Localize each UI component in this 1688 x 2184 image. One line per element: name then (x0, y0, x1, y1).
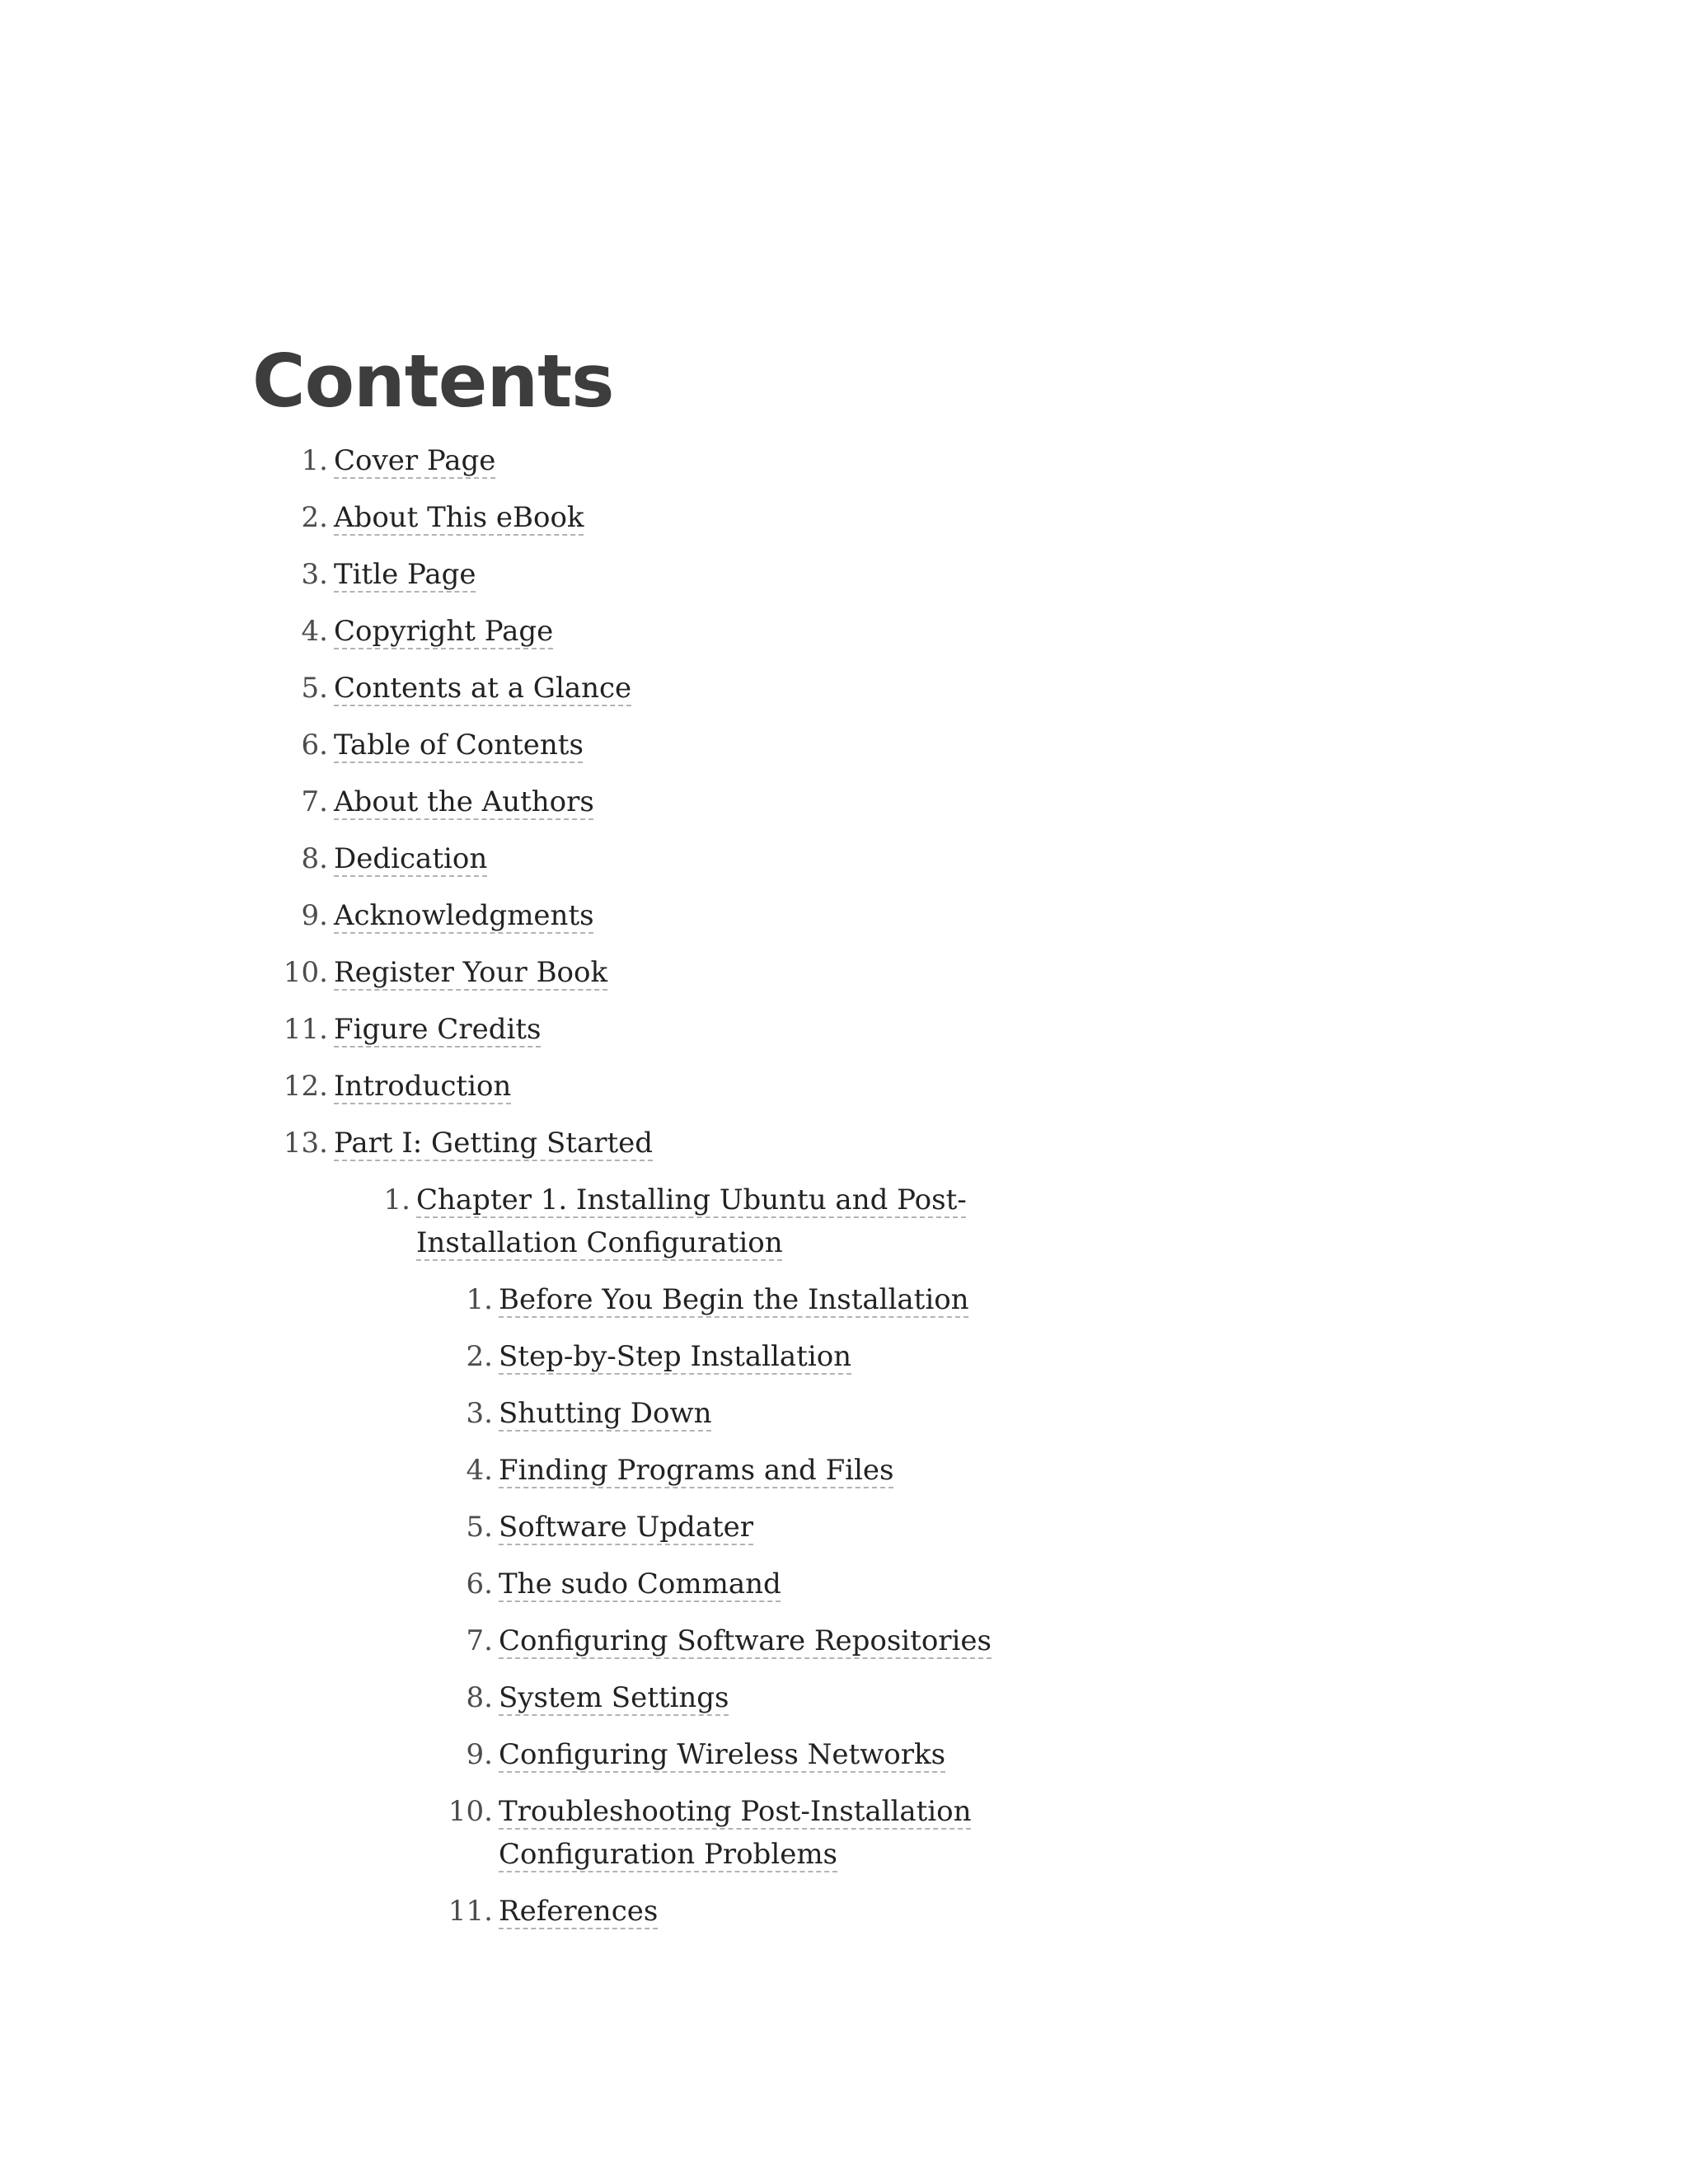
page-title: Contents (252, 339, 614, 424)
toc-item-number: 3. (301, 558, 328, 591)
toc-item-number: 6. (301, 729, 328, 762)
toc-item-number: 2. (466, 1340, 493, 1373)
toc-link-table-of-contents[interactable]: Table of Contents (334, 729, 584, 762)
toc-item (0, 1890, 1688, 1933)
toc-item-number: 8. (301, 842, 328, 875)
toc-item-number: 7. (466, 1624, 493, 1657)
toc-item-number: 10. (283, 956, 328, 989)
toc-item (0, 553, 1688, 596)
toc-item (0, 1563, 1688, 1605)
toc-item-number: 7. (301, 785, 328, 818)
toc-item (0, 1065, 1688, 1108)
toc-item (0, 1790, 1688, 1876)
toc-item-number: 1. (301, 444, 328, 477)
toc-link-configuring-software-repositories[interactable]: Configuring Software Repositories (499, 1624, 992, 1657)
toc-link-the-sudo-command[interactable]: The sudo Command (499, 1568, 781, 1601)
toc-item-number: 8. (466, 1681, 493, 1714)
toc-item-number: 11. (448, 1895, 493, 1928)
toc-link-chapter-1[interactable]: Chapter 1. Installing Ubuntu and Post-Installation Configuration (416, 1183, 967, 1259)
toc-item-number: 2. (301, 501, 328, 534)
toc-link-about-the-authors[interactable]: About the Authors (334, 785, 594, 818)
toc-link-figure-credits[interactable]: Figure Credits (334, 1013, 542, 1046)
toc-link-copyright-page[interactable]: Copyright Page (334, 615, 554, 648)
toc-item (0, 667, 1688, 710)
toc-item-number: 11. (283, 1013, 328, 1046)
toc-link-introduction[interactable]: Introduction (334, 1070, 512, 1103)
toc-item-number: 3. (466, 1397, 493, 1430)
toc-item (0, 724, 1688, 766)
toc-item (0, 1122, 1688, 1165)
toc-item (0, 1278, 1688, 1321)
toc-item (0, 1449, 1688, 1492)
toc-item-number: 1. (466, 1283, 493, 1316)
toc-item-number: 4. (301, 615, 328, 648)
toc-item (0, 780, 1688, 823)
toc-link-register-your-book[interactable]: Register Your Book (334, 956, 608, 989)
toc-item-number: 9. (466, 1738, 493, 1771)
toc-item-number: 10. (448, 1795, 493, 1828)
toc-item (0, 894, 1688, 937)
toc-link-finding-programs-and-files[interactable]: Finding Programs and Files (499, 1454, 894, 1487)
toc-item (0, 1335, 1688, 1378)
toc-item (0, 439, 1688, 482)
toc-link-contents-at-a-glance[interactable]: Contents at a Glance (334, 672, 632, 705)
toc-link-about-this-ebook[interactable]: About This eBook (334, 501, 584, 534)
toc-link-cover-page[interactable]: Cover Page (334, 444, 496, 477)
toc-item-number: 5. (301, 672, 328, 705)
toc-item-number: 6. (466, 1568, 493, 1601)
toc-item-number: 9. (301, 899, 328, 932)
toc-item (0, 1392, 1688, 1435)
toc-item-number: 5. (466, 1511, 493, 1544)
toc-item-number: 1. (383, 1183, 410, 1216)
toc-item-number: 12. (283, 1070, 328, 1103)
toc-link-software-updater[interactable]: Software Updater (499, 1511, 754, 1544)
toc-item (0, 837, 1688, 880)
toc-item (0, 610, 1688, 653)
toc-sublist-part-i (0, 1179, 1688, 1278)
toc-link-step-by-step-installation[interactable]: Step-by-Step Installation (499, 1340, 852, 1373)
toc-item (0, 951, 1688, 994)
toc-link-part-i-getting-started[interactable]: Part I: Getting Started (334, 1127, 654, 1160)
toc-item (0, 1676, 1688, 1719)
toc-link-configuring-wireless-networks[interactable]: Configuring Wireless Networks (499, 1738, 946, 1771)
toc-item (0, 1733, 1688, 1776)
toc-item (0, 1619, 1688, 1662)
toc-item-number: 13. (283, 1127, 328, 1160)
toc-link-before-you-begin[interactable]: Before You Begin the Installation (499, 1283, 969, 1316)
toc-item (0, 1008, 1688, 1051)
toc-item (0, 496, 1688, 539)
toc-sublist-chapter-1 (0, 1278, 1688, 1947)
toc-link-acknowledgments[interactable]: Acknowledgments (334, 899, 594, 932)
toc-item (0, 1179, 1688, 1264)
toc-link-troubleshooting[interactable]: Troubleshooting Post-Installation Configuration Problems (499, 1795, 972, 1871)
toc-link-system-settings[interactable]: System Settings (499, 1681, 729, 1714)
toc-list (0, 439, 1688, 1179)
toc-item-number: 4. (466, 1454, 493, 1487)
toc-link-references[interactable]: References (499, 1895, 659, 1928)
toc-item (0, 1506, 1688, 1549)
toc-link-shutting-down[interactable]: Shutting Down (499, 1397, 712, 1430)
toc-link-dedication[interactable]: Dedication (334, 842, 488, 875)
toc-link-title-page[interactable]: Title Page (334, 558, 476, 591)
